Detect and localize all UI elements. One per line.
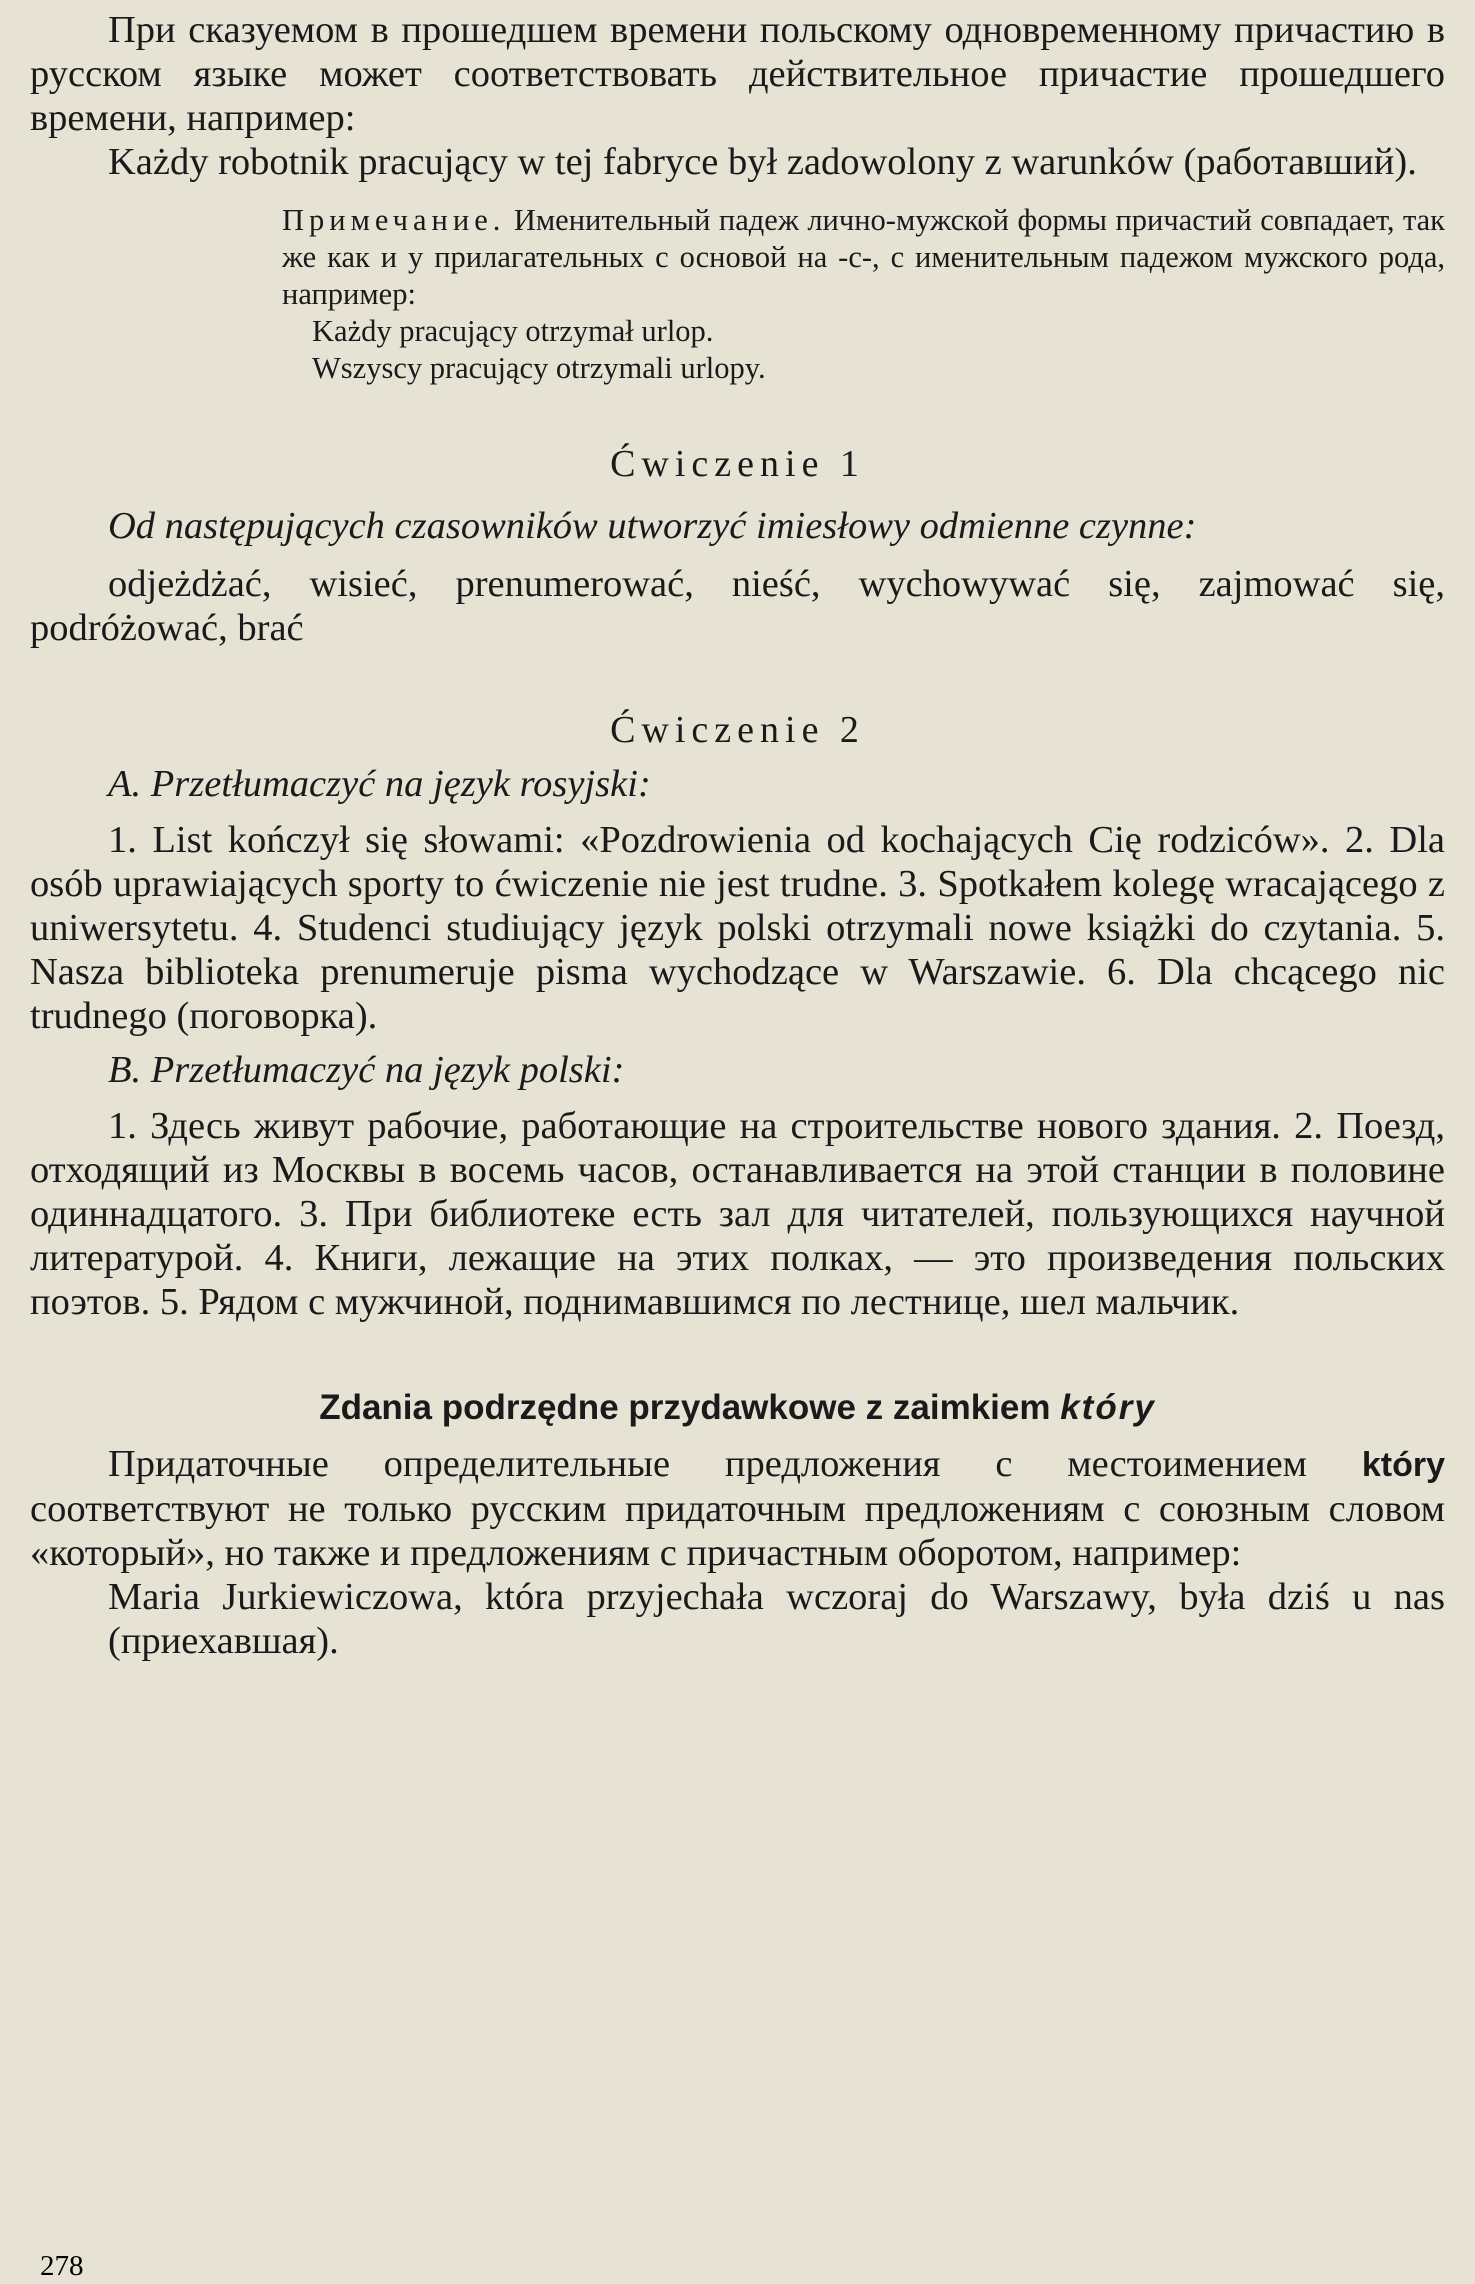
section-example: Maria Jurkiewiczowa, która przyjechała wczoraj do Warszawy, była dziś u nas (приехавшая). bbox=[108, 1576, 1445, 1662]
exercise-2-heading: Ćwiczenie 2 bbox=[610, 709, 865, 751]
exercise-1-task: Od następujących czasowników utworzyć imiesłowy odmienne czynne: bbox=[108, 505, 1197, 547]
note-example: Każdy pracujący otrzymał urlop. bbox=[312, 314, 714, 348]
intro-example: Każdy robotnik pracujący w tej fabryce był zadowolony z warunków (работавший). bbox=[108, 141, 1417, 183]
exercise-1-heading: Ćwiczenie 1 bbox=[610, 443, 865, 485]
section-paragraph-prefix: Придаточные определительные предложения с местоимением bbox=[108, 1443, 1308, 1485]
section-paragraph-rest: соответствуют не только русским придаточным предложениям с союзным словом «который», но также и предложениям с причастным оборотом, например: bbox=[30, 1488, 1445, 1574]
section-heading bbox=[30, 1386, 1445, 1430]
exercise-2-task-a: A. Przetłumaczyć na język rosyjski: bbox=[108, 763, 651, 805]
note-text: Именительный падеж лично-мужской формы причастий совпадает, так же как и у прилагательных с основой на -с-, с именительным падежом мужского рода, например: bbox=[282, 203, 1446, 311]
note-block bbox=[282, 202, 1445, 387]
note-example: Wszyscy pracujący otrzymali urlopy. bbox=[312, 351, 766, 385]
exercise-1-words: odjeżdżać, wisieć, prenumerować, nieść, wychowywać się, zajmować się, podróżować, brać bbox=[30, 563, 1445, 649]
exercise-2-text-b: 1. Здесь живут рабочие, работающие на строительстве нового здания. 2. Поезд, отходящий из Москвы в восемь часов, останавливается на этой станции в половине одиннадцатого. 3. При библиотеке есть зал для читателей, пользующихся научной литературой. 4. Книги, лежащие на этих полках, — это произведения польских поэтов. 5. Рядом с мужчиной, поднимавшимся по лестнице, шел мальчик. bbox=[30, 1105, 1445, 1323]
note-title: Примечание. bbox=[282, 203, 506, 237]
exercise-2-text-a: 1. List kończył się słowami: «Pozdrowienia od kochających Cię rodziców». 2. Dla osób uprawiających sporty to ćwiczenie nie jest trudne. 3. Spotkałem kolegę wracającego z uniwersytetu. 4. Studenci studiujący język polski otrzymali nowe książki do czytania. 5. Nasza biblioteka prenumeruje pisma wychodzące w Warszawie. 6. Dla chcącego nic trudnego (поговорка). bbox=[30, 819, 1445, 1037]
exercise-2-task-b: B. Przetłumaczyć na język polski: bbox=[108, 1049, 625, 1091]
section-heading-prefix: Zdania podrzędne przydawkowe z zaimkiem bbox=[319, 1388, 1051, 1427]
section-heading-keyword: który bbox=[1060, 1388, 1156, 1427]
page-number: 278 bbox=[40, 2250, 84, 2282]
section-paragraph bbox=[30, 1442, 1445, 1575]
intro-paragraph: При сказуемом в прошедшем времени польскому одновременному причастию в русском языке может соответствовать действительное причастие прошедшего времени, например: bbox=[30, 9, 1445, 139]
section-paragraph-keyword: który bbox=[1361, 1446, 1445, 1484]
